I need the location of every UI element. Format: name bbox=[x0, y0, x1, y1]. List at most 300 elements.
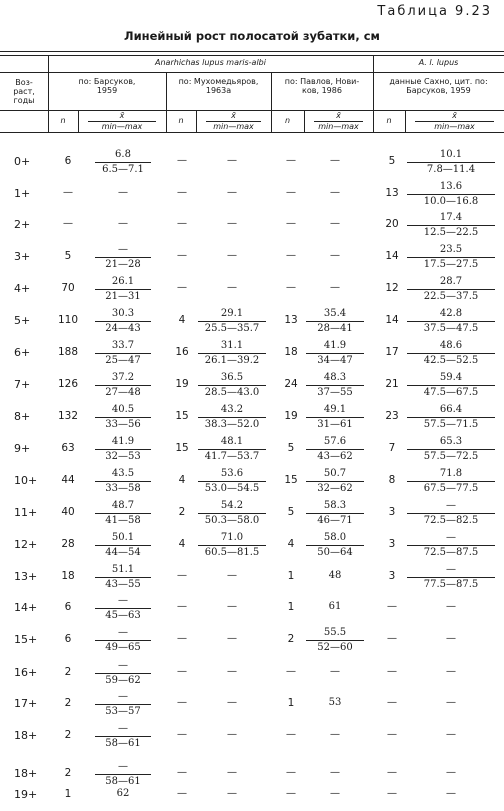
empty-cell: — bbox=[446, 767, 456, 778]
empty-cell: — bbox=[177, 697, 187, 708]
range-value: 44—54 bbox=[105, 547, 141, 558]
sample-size: 15 bbox=[284, 474, 298, 486]
sample-size: 132 bbox=[57, 410, 79, 422]
source-header-4: данные Сахно, цит. по: Барсуков, 1959 bbox=[389, 77, 488, 96]
mean-value: — bbox=[95, 595, 151, 609]
empty-cell: — bbox=[330, 218, 340, 229]
range-value: 33—58 bbox=[105, 483, 141, 494]
range-value: 59—62 bbox=[105, 675, 141, 686]
mean-range-cell bbox=[306, 468, 364, 495]
empty-cell: — bbox=[330, 729, 340, 740]
empty-cell: — bbox=[446, 788, 456, 799]
sample-size: 19 bbox=[284, 410, 298, 422]
mean-value: 50.1 bbox=[95, 532, 151, 546]
empty-cell: — bbox=[446, 666, 456, 677]
empty-cell: — bbox=[177, 601, 187, 612]
mean-value: 26.1 bbox=[95, 276, 151, 290]
mean-value: 33.7 bbox=[95, 340, 151, 354]
mean-header-2: x̄ bbox=[231, 111, 236, 120]
sample-size: 63 bbox=[61, 442, 75, 454]
sample-size: 18 bbox=[61, 570, 75, 582]
empty-cell: — bbox=[286, 250, 296, 261]
mean-range-cell bbox=[95, 660, 151, 687]
mean-range-cell bbox=[306, 340, 364, 367]
single-value: 61 bbox=[328, 601, 342, 612]
mean-range-cell bbox=[198, 404, 266, 431]
empty-cell: — bbox=[387, 666, 397, 677]
range-header-1: min—max bbox=[88, 121, 156, 131]
sample-size: 1 bbox=[287, 601, 295, 613]
empty-cell: — bbox=[177, 729, 187, 740]
row-age: 6+ bbox=[14, 346, 31, 359]
mean-value: 17.4 bbox=[407, 212, 495, 226]
mean-range-cell bbox=[306, 500, 364, 527]
sample-size: 4 bbox=[178, 538, 186, 550]
source-header-1: по: Барсуков, 1959 bbox=[78, 77, 136, 96]
mean-range-cell bbox=[198, 436, 266, 463]
mean-value: 41.9 bbox=[95, 436, 151, 450]
table-title: Линейный рост полосатой зубатки, см bbox=[124, 29, 380, 43]
empty-cell: — bbox=[286, 218, 296, 229]
mean-range-cell bbox=[95, 723, 151, 750]
mean-range-cell bbox=[198, 468, 266, 495]
sample-size: 4 bbox=[287, 538, 295, 550]
empty-cell: — bbox=[286, 767, 296, 778]
mean-value: 48.7 bbox=[95, 500, 151, 514]
range-value: 72.5—87.5 bbox=[423, 547, 479, 558]
range-value: 21—28 bbox=[105, 259, 141, 270]
sample-size: 2 bbox=[64, 767, 72, 779]
mean-range-cell bbox=[95, 595, 151, 622]
sample-size: 8 bbox=[388, 474, 396, 486]
mean-value: 71.8 bbox=[407, 468, 495, 482]
empty-cell: — bbox=[177, 666, 187, 677]
sample-size: 21 bbox=[385, 378, 399, 390]
sample-size: 20 bbox=[385, 218, 399, 230]
row-age: 8+ bbox=[14, 410, 31, 423]
mean-range-cell bbox=[306, 372, 364, 399]
empty-cell: — bbox=[177, 250, 187, 261]
mean-value: 43.5 bbox=[95, 468, 151, 482]
row-age: 14+ bbox=[14, 601, 38, 614]
range-value: 37.5—47.5 bbox=[423, 323, 479, 334]
sample-size: 12 bbox=[385, 282, 399, 294]
mean-range-cell bbox=[407, 436, 495, 463]
mean-range-cell bbox=[95, 308, 151, 335]
mean-header-4: x̄ bbox=[452, 111, 457, 120]
mean-value: — bbox=[407, 564, 495, 578]
sample-size: 15 bbox=[175, 442, 189, 454]
range-value: 27—48 bbox=[105, 387, 141, 398]
empty-cell: — bbox=[330, 187, 340, 198]
range-value: 21—31 bbox=[105, 291, 141, 302]
empty-cell: — bbox=[446, 729, 456, 740]
sample-size: 6 bbox=[64, 633, 72, 645]
table-rule bbox=[0, 51, 504, 52]
mean-value: 29.1 bbox=[198, 308, 266, 322]
sample-size: 2 bbox=[64, 697, 72, 709]
sample-size: 13 bbox=[284, 314, 298, 326]
mean-value: 65.3 bbox=[407, 436, 495, 450]
range-value: 53—57 bbox=[105, 706, 141, 717]
empty-cell: — bbox=[227, 187, 237, 198]
n-header-4: n bbox=[386, 116, 392, 125]
range-value: 45—63 bbox=[105, 610, 141, 621]
sample-size: 1 bbox=[287, 570, 295, 582]
range-value: 57.5—71.5 bbox=[423, 419, 479, 430]
mean-value: — bbox=[407, 500, 495, 514]
range-value: 72.5—82.5 bbox=[423, 515, 479, 526]
mean-range-cell bbox=[198, 532, 266, 559]
range-value: 33—56 bbox=[105, 419, 141, 430]
mean-value: 57.6 bbox=[306, 436, 364, 450]
mean-range-cell bbox=[95, 372, 151, 399]
age-header: Воз- раст, годы bbox=[13, 78, 35, 106]
sample-size: 13 bbox=[385, 187, 399, 199]
row-age: 19+ bbox=[14, 788, 38, 801]
sample-size: 5 bbox=[64, 250, 72, 262]
mean-range-cell bbox=[95, 761, 151, 788]
empty-cell: — bbox=[330, 666, 340, 677]
mean-value: 36.5 bbox=[198, 372, 266, 386]
range-value: 50—64 bbox=[317, 547, 353, 558]
mean-value: 58.3 bbox=[306, 500, 364, 514]
sample-size: 2 bbox=[178, 506, 186, 518]
mean-value: — bbox=[95, 761, 151, 775]
mean-value: 37.2 bbox=[95, 372, 151, 386]
mean-range-cell bbox=[95, 627, 151, 654]
mean-value: 71.0 bbox=[198, 532, 266, 546]
sample-size: 4 bbox=[178, 474, 186, 486]
mean-value: — bbox=[407, 532, 495, 546]
row-age: 17+ bbox=[14, 697, 38, 710]
mean-range-cell bbox=[407, 532, 495, 559]
empty-cell: — bbox=[118, 218, 128, 229]
sample-size: 1 bbox=[287, 697, 295, 709]
sample-size: 4 bbox=[178, 314, 186, 326]
empty-cell: — bbox=[446, 697, 456, 708]
mean-value: 40.5 bbox=[95, 404, 151, 418]
range-value: 58—61 bbox=[105, 738, 141, 749]
row-age: 1+ bbox=[14, 187, 31, 200]
empty-cell: — bbox=[286, 729, 296, 740]
empty-cell: — bbox=[387, 697, 397, 708]
mean-header-1: x̄ bbox=[119, 111, 125, 120]
mean-range-cell bbox=[95, 468, 151, 495]
mean-range-cell bbox=[407, 404, 495, 431]
n-header-3: n bbox=[284, 116, 291, 125]
n-header-1: n bbox=[60, 116, 66, 125]
mean-range-cell bbox=[198, 500, 266, 527]
sample-size: 110 bbox=[57, 314, 79, 326]
sample-size: 19 bbox=[175, 378, 189, 390]
mean-value: 53.6 bbox=[198, 468, 266, 482]
mean-value: 66.4 bbox=[407, 404, 495, 418]
range-value: 10.0—16.8 bbox=[423, 196, 479, 207]
mean-range-cell bbox=[95, 436, 151, 463]
n-header-2: n bbox=[178, 116, 184, 125]
range-value: 41.7—53.7 bbox=[204, 451, 260, 462]
sample-size: 1 bbox=[64, 788, 72, 800]
sample-size: 5 bbox=[287, 506, 295, 518]
range-value: 25—47 bbox=[105, 355, 141, 366]
empty-cell: — bbox=[286, 666, 296, 677]
empty-cell: — bbox=[387, 601, 397, 612]
mean-value: 55.5 bbox=[306, 627, 364, 641]
row-age: 18+ bbox=[14, 767, 38, 780]
mean-value: — bbox=[95, 691, 151, 705]
range-value: 57.5—72.5 bbox=[423, 451, 479, 462]
row-age: 13+ bbox=[14, 570, 38, 583]
mean-value: — bbox=[95, 660, 151, 674]
row-age: 15+ bbox=[14, 633, 38, 646]
sample-size: 2 bbox=[287, 633, 295, 645]
mean-value: 54.2 bbox=[198, 500, 266, 514]
mean-value: 48.1 bbox=[198, 436, 266, 450]
range-value: 38.3—52.0 bbox=[204, 419, 260, 430]
mean-value: 31.1 bbox=[198, 340, 266, 354]
mean-range-cell bbox=[95, 149, 151, 176]
empty-cell: — bbox=[330, 767, 340, 778]
sample-size: 14 bbox=[385, 250, 399, 262]
range-value: 17.5—27.5 bbox=[423, 259, 479, 270]
range-value: 22.5—37.5 bbox=[423, 291, 479, 302]
range-value: 24—43 bbox=[105, 323, 141, 334]
row-age: 2+ bbox=[14, 218, 31, 231]
sample-size: 23 bbox=[385, 410, 399, 422]
single-value: 62 bbox=[116, 788, 130, 799]
range-header-2: min—max bbox=[206, 121, 261, 131]
source-header-3: по: Павлов, Нови- ков, 1986 bbox=[284, 77, 360, 96]
empty-cell: — bbox=[227, 218, 237, 229]
mean-value: 6.8 bbox=[95, 149, 151, 163]
range-header-4: min—max bbox=[415, 121, 494, 131]
table-rule bbox=[0, 132, 504, 133]
range-value: 32—53 bbox=[105, 451, 141, 462]
mean-range-cell bbox=[306, 308, 364, 335]
mean-value: 58.0 bbox=[306, 532, 364, 546]
range-value: 34—47 bbox=[317, 355, 353, 366]
mean-value: 51.1 bbox=[95, 564, 151, 578]
row-age: 5+ bbox=[14, 314, 31, 327]
mean-value: 35.4 bbox=[306, 308, 364, 322]
row-age: 3+ bbox=[14, 250, 31, 263]
sample-size: 5 bbox=[287, 442, 295, 454]
species-header-maris-albi: Anarhichas lupus maris-albi bbox=[155, 58, 266, 67]
empty-cell: — bbox=[227, 250, 237, 261]
range-value: 26.1—39.2 bbox=[204, 355, 260, 366]
sample-size: 15 bbox=[175, 410, 189, 422]
mean-range-cell bbox=[306, 404, 364, 431]
range-value: 37—55 bbox=[317, 387, 353, 398]
mean-range-cell bbox=[407, 564, 495, 591]
mean-range-cell bbox=[306, 436, 364, 463]
empty-cell: — bbox=[387, 633, 397, 644]
mean-range-cell bbox=[407, 468, 495, 495]
empty-cell: — bbox=[227, 282, 237, 293]
empty-cell: — bbox=[330, 788, 340, 799]
sample-size: 3 bbox=[388, 570, 396, 582]
range-value: 31—61 bbox=[317, 419, 353, 430]
mean-range-cell bbox=[95, 276, 151, 303]
sample-size: 126 bbox=[57, 378, 79, 390]
range-value: 47.5—67.5 bbox=[423, 387, 479, 398]
empty-cell: — bbox=[227, 666, 237, 677]
mean-range-cell bbox=[198, 340, 266, 367]
mean-value: 41.9 bbox=[306, 340, 364, 354]
empty-cell: — bbox=[177, 767, 187, 778]
sample-size: 24 bbox=[284, 378, 298, 390]
row-age: 9+ bbox=[14, 442, 31, 455]
sample-size: 70 bbox=[61, 282, 75, 294]
range-value: 43—55 bbox=[105, 579, 141, 590]
range-value: 28—41 bbox=[317, 323, 353, 334]
empty-cell: — bbox=[387, 788, 397, 799]
sample-size: 6 bbox=[64, 155, 72, 167]
mean-range-cell bbox=[95, 532, 151, 559]
mean-range-cell bbox=[95, 244, 151, 271]
empty-cell: — bbox=[227, 767, 237, 778]
range-value: 41—58 bbox=[105, 515, 141, 526]
species-header-lupus: A. l. lupus bbox=[418, 58, 459, 67]
range-value: 53.0—54.5 bbox=[204, 483, 260, 494]
empty-cell: — bbox=[286, 155, 296, 166]
empty-cell: — bbox=[177, 282, 187, 293]
range-value: 7.8—11.4 bbox=[426, 164, 476, 175]
empty-cell: — bbox=[227, 601, 237, 612]
mean-range-cell bbox=[198, 372, 266, 399]
mean-value: 43.2 bbox=[198, 404, 266, 418]
range-value: 6.5—7.1 bbox=[102, 164, 144, 175]
empty-cell: — bbox=[330, 155, 340, 166]
mean-range-cell bbox=[407, 340, 495, 367]
mean-value: 59.4 bbox=[407, 372, 495, 386]
mean-range-cell bbox=[407, 212, 495, 239]
empty-cell: — bbox=[63, 187, 73, 198]
mean-range-cell bbox=[407, 181, 495, 208]
row-age: 11+ bbox=[14, 506, 38, 519]
mean-value: — bbox=[95, 627, 151, 641]
mean-range-cell bbox=[407, 500, 495, 527]
range-value: 12.5—22.5 bbox=[423, 227, 479, 238]
empty-cell: — bbox=[330, 282, 340, 293]
empty-cell: — bbox=[446, 633, 456, 644]
mean-value: 50.7 bbox=[306, 468, 364, 482]
empty-cell: — bbox=[63, 218, 73, 229]
range-value: 43—62 bbox=[317, 451, 353, 462]
single-value: 53 bbox=[328, 697, 342, 708]
empty-cell: — bbox=[387, 767, 397, 778]
sample-size: 18 bbox=[284, 346, 298, 358]
mean-range-cell bbox=[407, 149, 495, 176]
sample-size: 40 bbox=[61, 506, 75, 518]
mean-range-cell bbox=[306, 532, 364, 559]
sample-size: 3 bbox=[388, 538, 396, 550]
empty-cell: — bbox=[177, 570, 187, 581]
empty-cell: — bbox=[177, 187, 187, 198]
row-age: 7+ bbox=[14, 378, 31, 391]
range-header-3: min—max bbox=[314, 121, 363, 131]
empty-cell: — bbox=[177, 218, 187, 229]
range-value: 52—60 bbox=[317, 642, 353, 653]
empty-cell: — bbox=[177, 633, 187, 644]
mean-value: 48.6 bbox=[407, 340, 495, 354]
sample-size: 44 bbox=[61, 474, 75, 486]
empty-cell: — bbox=[227, 570, 237, 581]
sample-size: 2 bbox=[64, 666, 72, 678]
sample-size: 28 bbox=[61, 538, 75, 550]
empty-cell: — bbox=[227, 729, 237, 740]
row-age: 12+ bbox=[14, 538, 38, 551]
empty-cell: — bbox=[118, 187, 128, 198]
mean-value: 49.1 bbox=[306, 404, 364, 418]
row-age: 10+ bbox=[14, 474, 38, 487]
sample-size: 7 bbox=[388, 442, 396, 454]
sample-size: 3 bbox=[388, 506, 396, 518]
mean-value: — bbox=[95, 723, 151, 737]
empty-cell: — bbox=[286, 187, 296, 198]
sample-size: 17 bbox=[385, 346, 399, 358]
table-number: Таблица 9.23 bbox=[377, 4, 492, 19]
mean-value: 10.1 bbox=[407, 149, 495, 163]
empty-cell: — bbox=[227, 155, 237, 166]
range-value: 58—61 bbox=[105, 776, 141, 787]
row-age: 4+ bbox=[14, 282, 31, 295]
mean-range-cell bbox=[407, 276, 495, 303]
mean-range-cell bbox=[407, 308, 495, 335]
range-value: 49—65 bbox=[105, 642, 141, 653]
empty-cell: — bbox=[227, 788, 237, 799]
mean-header-3: x̄ bbox=[336, 111, 341, 120]
range-value: 42.5—52.5 bbox=[423, 355, 479, 366]
empty-cell: — bbox=[177, 788, 187, 799]
range-value: 67.5—77.5 bbox=[423, 483, 479, 494]
mean-range-cell bbox=[95, 500, 151, 527]
range-value: 32—62 bbox=[317, 483, 353, 494]
mean-value: 48.3 bbox=[306, 372, 364, 386]
sample-size: 2 bbox=[64, 729, 72, 741]
sample-size: 5 bbox=[388, 155, 396, 167]
mean-value: 28.7 bbox=[407, 276, 495, 290]
empty-cell: — bbox=[227, 697, 237, 708]
sample-size: 6 bbox=[64, 601, 72, 613]
mean-value: — bbox=[95, 244, 151, 258]
table-rule bbox=[0, 72, 504, 73]
range-value: 25.5—35.7 bbox=[204, 323, 260, 334]
empty-cell: — bbox=[286, 282, 296, 293]
sample-size: 188 bbox=[57, 346, 79, 358]
mean-range-cell bbox=[407, 372, 495, 399]
empty-cell: — bbox=[227, 633, 237, 644]
mean-range-cell bbox=[407, 244, 495, 271]
range-value: 46—71 bbox=[317, 515, 353, 526]
mean-value: 42.8 bbox=[407, 308, 495, 322]
mean-range-cell bbox=[95, 404, 151, 431]
mean-range-cell bbox=[95, 340, 151, 367]
single-value: 48 bbox=[328, 570, 342, 581]
range-value: 60.5—81.5 bbox=[204, 547, 260, 558]
sample-size: 14 bbox=[385, 314, 399, 326]
range-value: 28.5—43.0 bbox=[204, 387, 260, 398]
empty-cell: — bbox=[177, 155, 187, 166]
source-header-2: по: Мухомедьяров, 1963а bbox=[178, 77, 259, 96]
row-age: 0+ bbox=[14, 155, 31, 168]
mean-range-cell bbox=[95, 564, 151, 591]
empty-cell: — bbox=[446, 601, 456, 612]
row-age: 18+ bbox=[14, 729, 38, 742]
sample-size: 16 bbox=[175, 346, 189, 358]
range-value: 77.5—87.5 bbox=[423, 579, 479, 590]
